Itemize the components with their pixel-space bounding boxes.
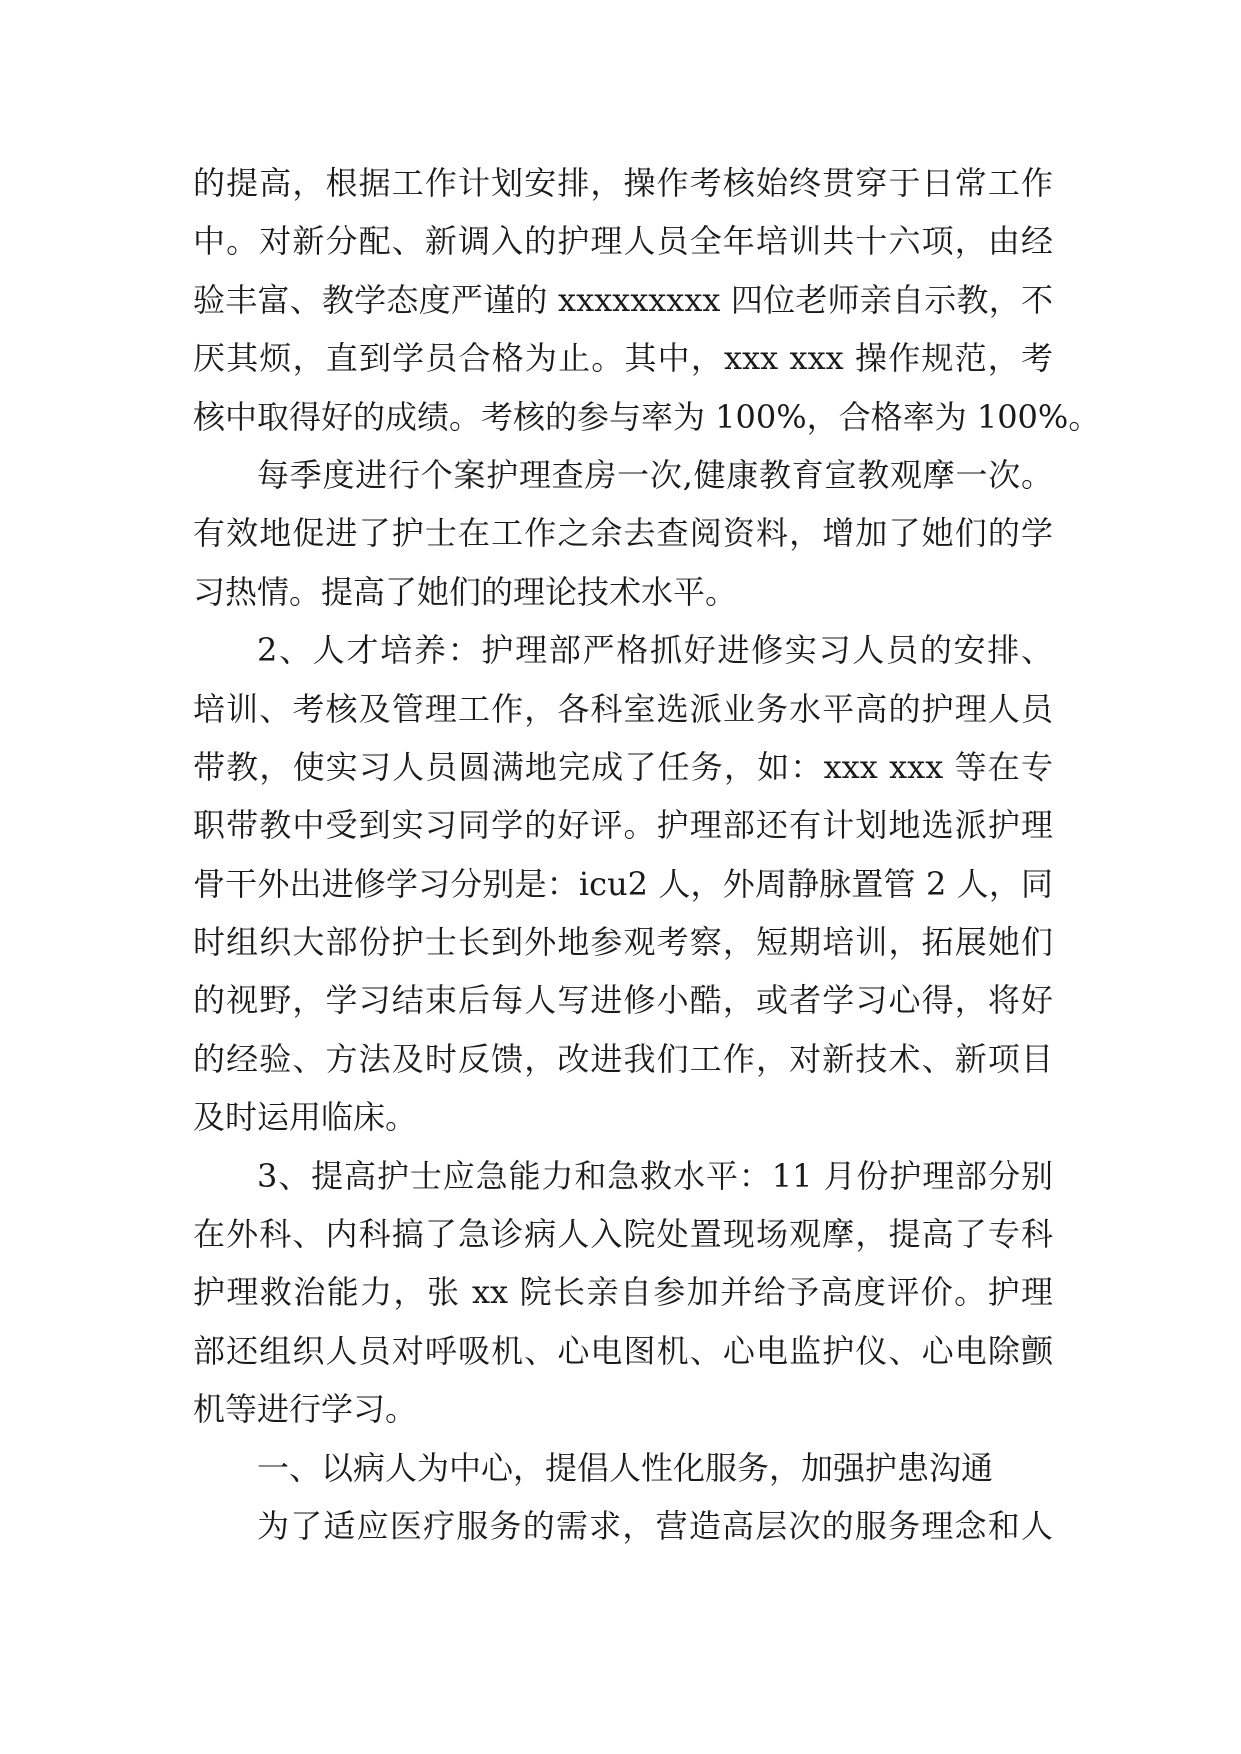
text-line: 骨干外出进修学习分别是：icu2 人，外周静脉置管 2 人，同 xyxy=(193,864,1053,903)
text-line: 验丰富、教学态度严谨的 xxxxxxxxx 四位老师亲自示教，不 xyxy=(193,280,1053,319)
text-line: 核中取得好的成绩。考核的参与率为 100%，合格率为 100%。 xyxy=(193,397,1101,436)
text-line: 培训、考核及管理工作，各科室选派业务水平高的护理人员 xyxy=(193,689,1053,728)
text-line: 有效地促进了护士在工作之余去查阅资料，增加了她们的学 xyxy=(193,514,1053,553)
section-heading: 一、以病人为中心，提倡人性化服务，加强护患沟通 xyxy=(257,1448,994,1487)
text-line: 的经验、方法及时反馈，改进我们工作，对新技术、新项目 xyxy=(193,1039,1053,1078)
text-line: 在外科、内科搞了急诊病人入院处置现场观摩，提高了专科 xyxy=(193,1215,1053,1254)
text-line: 时组织大部份护士长到外地参观考察，短期培训，拓展她们 xyxy=(193,923,1053,962)
paragraph-first-line: 3、提高护士应急能力和急救水平：11 月份护理部分别 xyxy=(257,1156,1053,1195)
text-line: 护理救治能力，张 xx 院长亲自参加并给予高度评价。护理 xyxy=(193,1273,1053,1312)
text-line: 习热情。提高了她们的理论技术水平。 xyxy=(193,572,738,611)
text-line: 厌其烦，直到学员合格为止。其中，xxx xxx 操作规范，考 xyxy=(193,339,1053,378)
paragraph-first-line: 为了适应医疗服务的需求，营造高层次的服务理念和人 xyxy=(257,1506,1053,1545)
paragraph-first-line: 2、人才培养：护理部严格抓好进修实习人员的安排、 xyxy=(257,631,1053,670)
text-line: 职带教中受到实习同学的好评。护理部还有计划地选派护理 xyxy=(193,806,1053,845)
body-text xyxy=(193,154,1101,1555)
text-line: 及时运用临床。 xyxy=(193,1098,418,1137)
text-line: 带教，使实习人员圆满地完成了任务，如：xxx xxx 等在专 xyxy=(193,747,1053,786)
text-line: 部还组织人员对呼吸机、心电图机、心电监护仪、心电除颤 xyxy=(193,1331,1053,1370)
text-line: 机等进行学习。 xyxy=(193,1390,418,1429)
text-line: 的提高，根据工作计划安排，操作考核始终贯穿于日常工作 xyxy=(193,164,1053,202)
paragraph-first-line: 每季度进行个案护理查房一次,健康教育宣教观摩一次。 xyxy=(257,455,1053,494)
text-line: 的视野，学习结束后每人写进修小酷，或者学习心得，将好 xyxy=(193,981,1053,1020)
text-line: 中。对新分配、新调入的护理人员全年培训共十六项，由经 xyxy=(193,222,1053,261)
